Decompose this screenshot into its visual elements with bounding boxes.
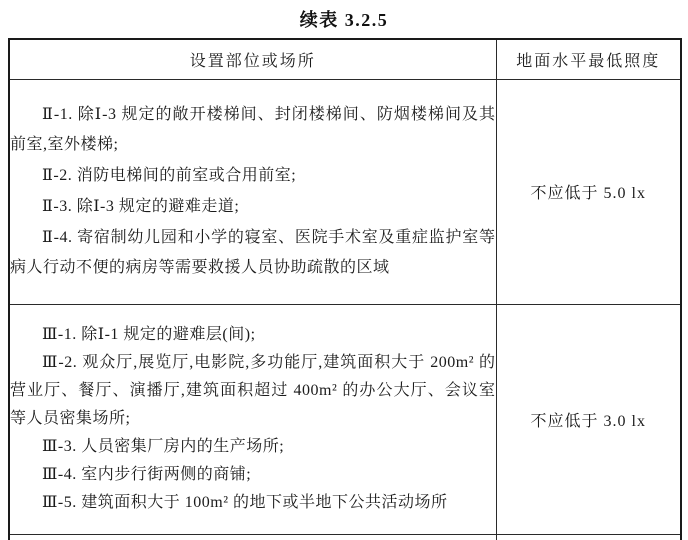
column-header-illuminance: 地面水平最低照度	[496, 39, 681, 79]
spec-item: Ⅲ-2. 观众厅,展览厅,电影院,多功能厅,建筑面积大于 200m² 的营业厅、餐厅、演播厅,建筑面积超过 400m² 的办公大厅、会议室等人员密集场所;	[10, 354, 496, 427]
spec-item: Ⅲ-3. 人员密集厂房内的生产场所;	[42, 438, 285, 455]
table-row-section-2	[9, 79, 681, 304]
illuminance-spec-table	[8, 38, 682, 540]
illuminance-cell-empty	[496, 534, 681, 540]
spec-item: Ⅱ-4. 寄宿制幼儿园和小学的寝室、医院手术室及重症监护室等病人行动不便的病房等需要救援人员协助疏散的区域	[10, 229, 496, 276]
spec-item: Ⅱ-2. 消防电梯间的前室或合用前室;	[42, 167, 297, 184]
spec-item: Ⅲ-4. 室内步行街两侧的商铺;	[42, 466, 252, 483]
table-row-section-3	[9, 304, 681, 534]
spec-item: Ⅱ-3. 除Ⅰ-3 规定的避难走道;	[42, 198, 240, 215]
illuminance-value: 不应低于 5.0 lx	[496, 79, 681, 304]
illuminance-value: 不应低于 3.0 lx	[496, 304, 681, 534]
location-cell	[9, 304, 496, 534]
location-cell-empty	[9, 534, 496, 540]
table-title: 续表 3.2.5	[299, 10, 389, 30]
table-header-row	[9, 39, 681, 79]
spec-item: Ⅱ-1. 除Ⅰ-3 规定的敞开楼梯间、封闭楼梯间、防烟楼梯间及其前室,室外楼梯;	[10, 106, 496, 153]
location-cell	[9, 79, 496, 304]
column-header-location: 设置部位或场所	[9, 39, 496, 79]
table-row-partial	[9, 534, 681, 540]
spec-item: Ⅲ-5. 建筑面积大于 100m² 的地下或半地下公共活动场所	[42, 494, 448, 511]
spec-item: Ⅲ-1. 除Ⅰ-1 规定的避难层(间);	[42, 326, 256, 343]
